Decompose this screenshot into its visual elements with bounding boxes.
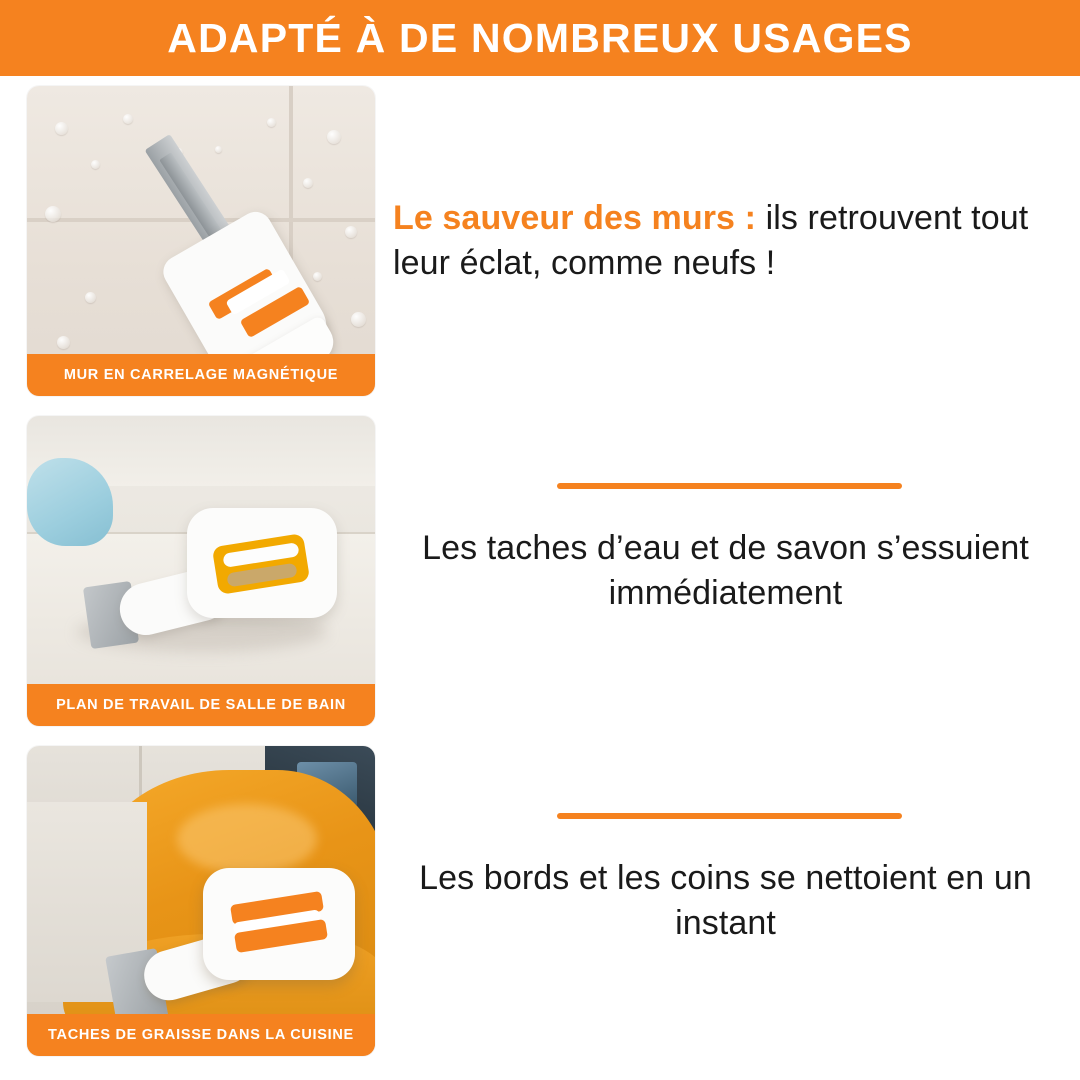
photo-tiled-wall bbox=[27, 86, 375, 396]
photo-caption-3: TACHES DE GRAISSE DANS LA CUISINE bbox=[48, 1027, 354, 1043]
photo-card-1 bbox=[27, 86, 375, 396]
feature-text-column-1 bbox=[375, 86, 1080, 396]
feature-row-2 bbox=[0, 416, 1080, 736]
photo-caption-2: PLAN DE TRAVAIL DE SALLE DE BAIN bbox=[56, 697, 346, 713]
photo-bathroom-countertop bbox=[27, 416, 375, 726]
water-drop-icon bbox=[85, 292, 96, 303]
feature-text-3: Les bords et les coins se nettoient en un instant bbox=[419, 859, 1032, 942]
water-drop-icon bbox=[45, 206, 61, 222]
photo-kitchen-grease bbox=[27, 746, 375, 1056]
feature-row-1 bbox=[0, 86, 1080, 406]
water-drop-icon bbox=[351, 312, 366, 327]
feature-body-1: ils retrouvent tout leur éclat, comme neufs ! bbox=[393, 199, 1029, 282]
water-drop-icon bbox=[327, 130, 341, 144]
banner-header bbox=[0, 0, 1080, 76]
water-drop-icon bbox=[91, 160, 100, 169]
photo-caption-bar-3 bbox=[27, 1014, 375, 1056]
water-drop-icon bbox=[345, 226, 357, 238]
feature-text-column-3 bbox=[375, 746, 1080, 1056]
feature-text-column-2 bbox=[375, 416, 1080, 726]
feature-text-1 bbox=[393, 196, 1058, 286]
grease-highlight bbox=[177, 804, 317, 874]
photo-caption-1: MUR EN CARRELAGE MAGNÉTIQUE bbox=[63, 367, 339, 383]
water-drop-icon bbox=[123, 114, 133, 124]
photo-caption-bar-1 bbox=[27, 354, 375, 396]
page-title: ADAPTÉ À DE NOMBREUX USAGES bbox=[167, 14, 913, 61]
photo-card-3 bbox=[27, 746, 375, 1056]
photo-card-2 bbox=[27, 416, 375, 726]
water-drop-icon bbox=[215, 146, 222, 153]
feature-row-3 bbox=[0, 746, 1080, 1066]
water-drop-icon bbox=[55, 122, 68, 135]
water-drop-icon bbox=[57, 336, 70, 349]
photo-caption-bar-2 bbox=[27, 684, 375, 726]
water-drop-icon bbox=[267, 118, 276, 127]
water-drop-icon bbox=[313, 272, 322, 281]
feature-lead-1: Le sauveur des murs : bbox=[393, 199, 757, 238]
water-drop-icon bbox=[303, 178, 313, 188]
feature-text-2: Les taches d’eau et de savon s’essuient immédiatement bbox=[422, 529, 1029, 612]
content-area bbox=[0, 76, 1080, 1080]
